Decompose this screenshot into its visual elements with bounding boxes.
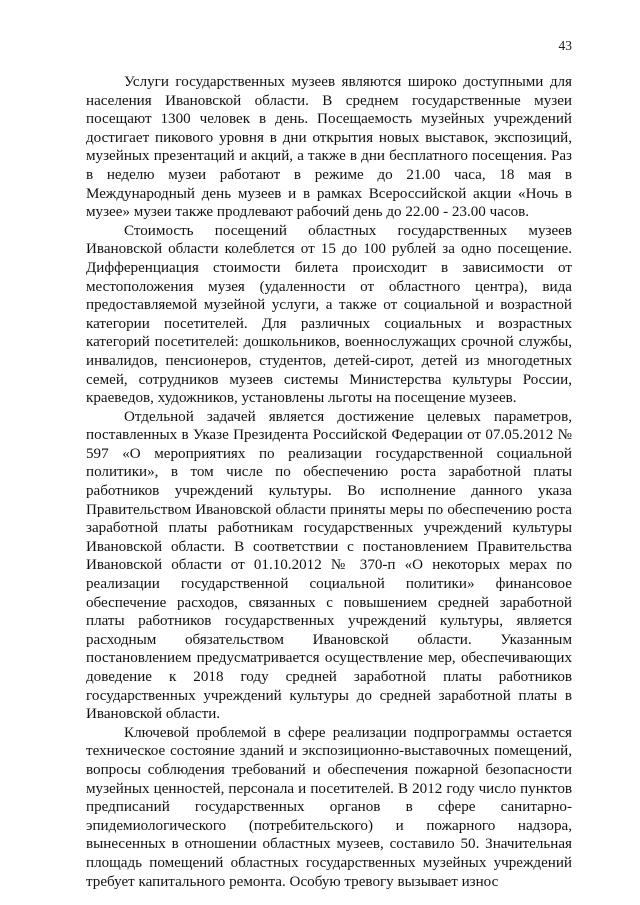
paragraph-salary-targets: Отдельной задачей является достижение целевых параметров, поставленных в Указе Президента Российской Федерации от 07.05.2012 № 597 «О мероприятиях по реализации государственной социальной политики», в том числе по обеспечению роста заработной платы работников учреждений культуры. Во исполнение данного указа Правительством Ивановской области приняты меры по обеспечению роста заработной платы работникам государственных учреждений культуры Ивановской области. В соответствии с постановлением Правительства Ивановской области от 01.10.2012 № 370-п «О некоторых мерах по реализации государственной социальной политики» финансовое обеспечение расходов, связанных с повышением средней заработной платы работников государственных учреждений культуры, является расходным обязательством Ивановской области. Указанным постановлением предусматривается осуществление мер, обеспечивающих доведение к 2018 году средней заработной платы работников государственных учреждений культуры до средней заработной платы в Ивановской области.: [86, 408, 572, 723]
paragraph-building-condition: Ключевой проблемой в сфере реализации подпрограммы остается техническое состояние зданий и экспозиционно-выставочных помещений, вопросы соблюдения требований и обеспечения пожарной безопасности музейных ценностей, персонала и посетителей. В 2012 году число пунктов предписаний государственных органов в сфере санитарно-эпидемиологического (потребительского) и пожарного надзора, вынесенных в отношении областных музеев, составило 50. Значительная площадь помещений областных государственных музейных учреждений требует капитального ремонта. Особую тревогу вызывает износ: [86, 724, 572, 890]
paragraph-museum-accessibility: Услуги государственных музеев являются широко доступными для населения Ивановской области. В среднем государственные музеи посещают 1300 человек в день. Посещаемость музейных учреждений достигает пикового уровня в дни открытия новых выставок, экспозиций, музейных презентаций и акций, а также в дни бесплатного посещения. Раз в неделю музеи работают в режиме до 21.00 часа, 18 мая в Международный день музеев и в рамках Всероссийской акции «Ночь в музее» музеи также продлевают рабочий день до 22.00 - 23.00 часов.: [86, 74, 572, 221]
page-body: [86, 73, 572, 891]
paragraph-ticket-prices: Стоимость посещений областных государственных музеев Ивановской области колеблется от 15 до 100 рублей за одно посещение. Дифференциация стоимости билета происходит в зависимости от местоположения музея (удаленности от областного центра), вида предоставляемой музейной услуги, а также от социальной и возрастной категории посетителей. Для различных социальных и возрастных категорий посетителей: дошкольников, военнослужащих срочной службы, инвалидов, пенсионеров, студентов, детей-сирот, детей из многодетных семей, сотрудников музеев системы Министерства культуры России, краеведов, художников, установлены льготы на посещение музеев.: [86, 222, 572, 407]
page-number: 43: [558, 38, 572, 53]
